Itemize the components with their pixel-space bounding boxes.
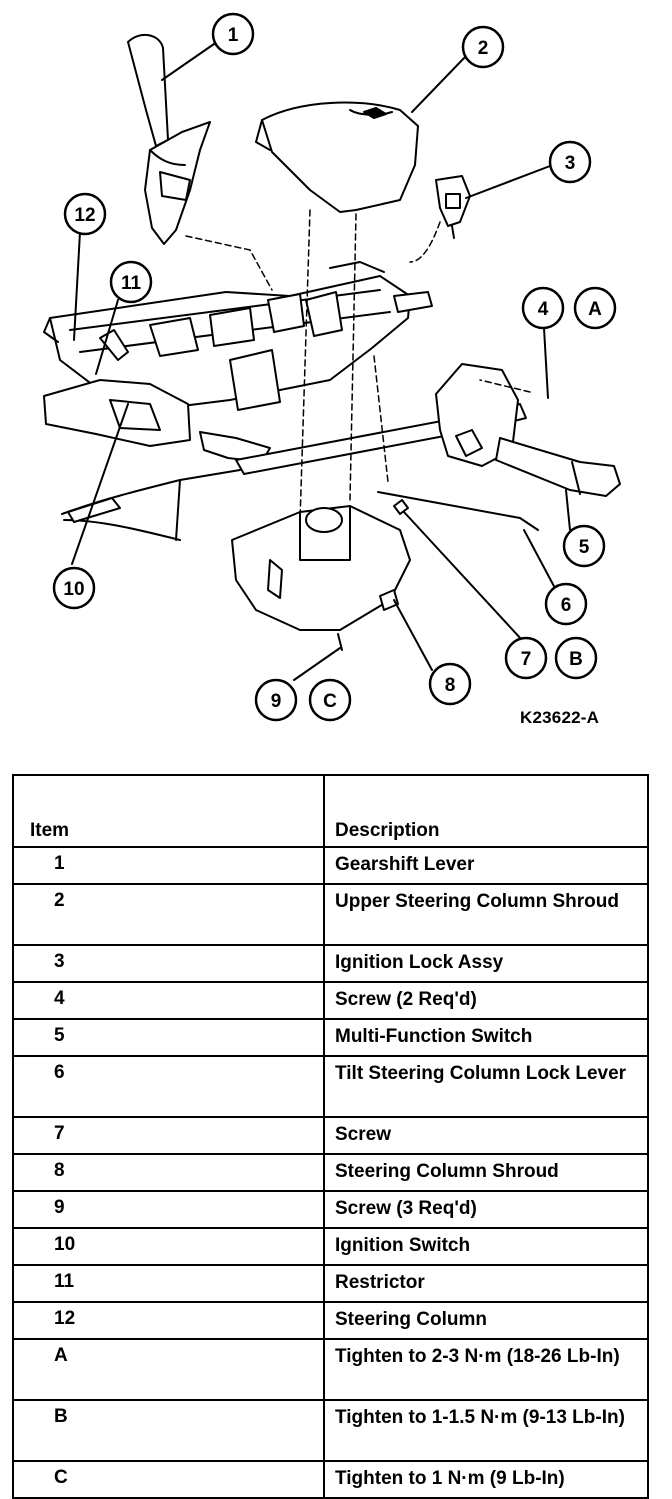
description-cell: Screw <box>324 1117 648 1154</box>
table-row <box>13 1228 648 1265</box>
svg-text:5: 5 <box>578 537 590 558</box>
lower-shroud-part <box>232 506 410 630</box>
table-row <box>13 1117 648 1154</box>
description-cell: Steering Column Shroud <box>324 1154 648 1191</box>
description-cell: Gearshift Lever <box>324 847 648 884</box>
table-row <box>13 1302 648 1339</box>
item-cell: 8 <box>13 1154 324 1191</box>
svg-text:4: 4 <box>537 299 549 320</box>
callout-2 <box>463 27 503 67</box>
description-cell: Screw (3 Req'd) <box>324 1191 648 1228</box>
description-cell: Tighten to 1-1.5 N·m (9-13 Lb-In) <box>324 1400 648 1461</box>
item-cell: 9 <box>13 1191 324 1228</box>
svg-text:B: B <box>569 649 583 670</box>
parts-table <box>12 774 649 1499</box>
table-header-row <box>13 775 648 847</box>
svg-text:2: 2 <box>477 38 489 59</box>
item-cell: 12 <box>13 1302 324 1339</box>
table-row <box>13 1265 648 1302</box>
description-cell: Screw (2 Req'd) <box>324 982 648 1019</box>
table-row <box>13 847 648 884</box>
callout-C <box>310 680 350 720</box>
callout-10 <box>54 568 94 608</box>
svg-text:10: 10 <box>63 579 85 600</box>
description-cell: Tighten to 1 N·m (9 Lb-In) <box>324 1461 648 1498</box>
svg-text:6: 6 <box>560 595 572 616</box>
callout-4 <box>523 288 563 328</box>
figure-code: K23622-A <box>520 708 600 727</box>
item-cell: B <box>13 1400 324 1461</box>
svg-text:A: A <box>588 299 602 320</box>
description-cell: Steering Column <box>324 1302 648 1339</box>
svg-text:11: 11 <box>120 273 142 294</box>
table-row <box>13 1154 648 1191</box>
item-cell: 3 <box>13 945 324 982</box>
description-cell: Ignition Lock Assy <box>324 945 648 982</box>
svg-text:9: 9 <box>270 691 282 712</box>
callout-11 <box>111 262 151 302</box>
callout-12 <box>65 194 105 234</box>
description-cell: Restrictor <box>324 1265 648 1302</box>
item-cell: A <box>13 1339 324 1400</box>
item-column-header: Item <box>13 775 324 847</box>
callout-8 <box>430 664 470 704</box>
table-row <box>13 945 648 982</box>
callout-1 <box>213 14 253 54</box>
table-row <box>13 1461 648 1498</box>
callout-6 <box>546 584 586 624</box>
description-cell: Tighten to 2-3 N·m (18-26 Lb-In) <box>324 1339 648 1400</box>
svg-text:1: 1 <box>227 25 239 46</box>
multi-function-switch-part <box>436 364 620 496</box>
callout-A <box>575 288 615 328</box>
item-cell: 4 <box>13 982 324 1019</box>
table-row <box>13 884 648 945</box>
table-row <box>13 1019 648 1056</box>
callout-5 <box>564 526 604 566</box>
svg-text:C: C <box>323 691 337 712</box>
svg-text:7: 7 <box>520 649 532 670</box>
screw-part <box>394 500 408 514</box>
item-cell: 6 <box>13 1056 324 1117</box>
item-cell: 5 <box>13 1019 324 1056</box>
svg-text:12: 12 <box>74 205 96 226</box>
item-cell: 11 <box>13 1265 324 1302</box>
table-row <box>13 1056 648 1117</box>
callout-9 <box>256 680 296 720</box>
table-row <box>13 1400 648 1461</box>
table-row <box>13 1339 648 1400</box>
table-row <box>13 1191 648 1228</box>
description-column-header: Description <box>324 775 648 847</box>
description-cell: Tilt Steering Column Lock Lever <box>324 1056 648 1117</box>
svg-text:8: 8 <box>444 675 456 696</box>
wiring-harness-part <box>62 470 240 540</box>
upper-shroud-part <box>256 103 418 212</box>
item-cell: 10 <box>13 1228 324 1265</box>
item-cell: C <box>13 1461 324 1498</box>
description-cell: Multi-Function Switch <box>324 1019 648 1056</box>
ignition-lock-part <box>436 176 470 238</box>
callout-7 <box>506 638 546 678</box>
callout-B <box>556 638 596 678</box>
table-row <box>13 982 648 1019</box>
svg-text:3: 3 <box>564 153 576 174</box>
callout-3 <box>550 142 590 182</box>
item-cell: 2 <box>13 884 324 945</box>
item-cell: 7 <box>13 1117 324 1154</box>
description-cell: Ignition Switch <box>324 1228 648 1265</box>
item-cell: 1 <box>13 847 324 884</box>
gearshift-lever-part <box>128 35 210 244</box>
description-cell: Upper Steering Column Shroud <box>324 884 648 945</box>
